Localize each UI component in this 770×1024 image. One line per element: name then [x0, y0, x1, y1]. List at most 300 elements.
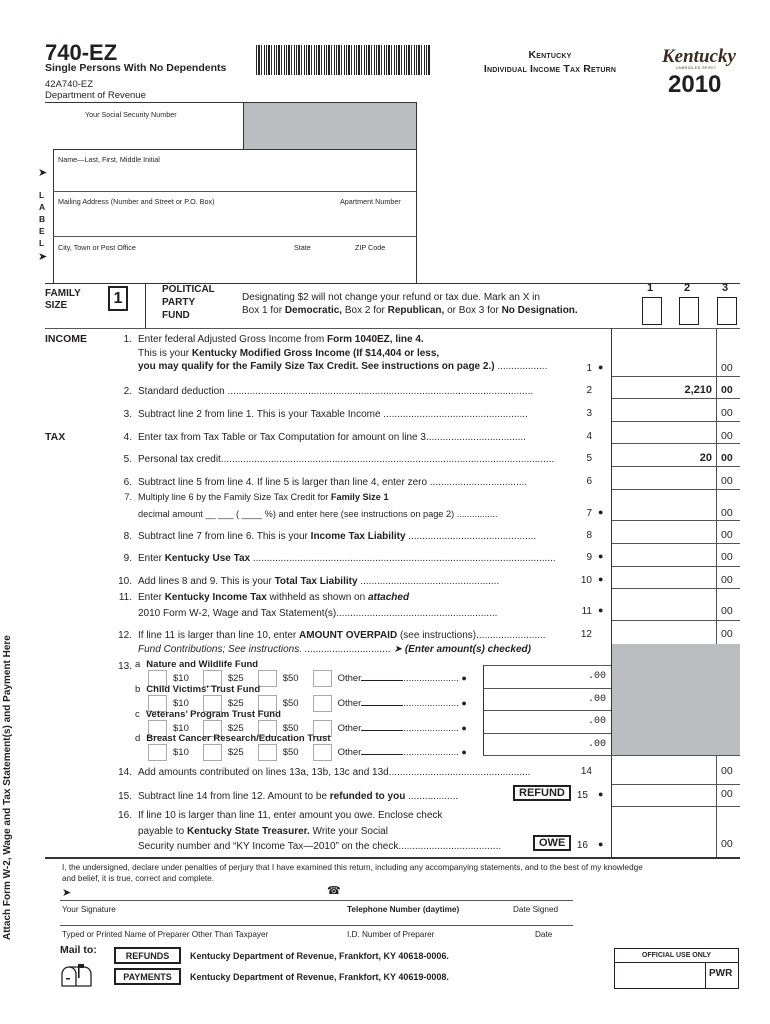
divider — [45, 857, 740, 859]
section-tax: TAX — [45, 431, 66, 443]
line-1-number: 1 — [586, 363, 592, 374]
label-letter: E — [39, 226, 45, 236]
line-16-amount-input[interactable] — [614, 808, 714, 856]
party-box-democratic[interactable] — [642, 297, 662, 325]
dots: ..................... — [403, 747, 459, 759]
bullet-icon: ● — [461, 698, 467, 709]
t: Add lines 8 and 9. This is your — [138, 576, 275, 587]
t: payable to — [138, 825, 187, 837]
fund-13b-amount[interactable]: .00 — [587, 694, 606, 705]
party-box-1-label: 1 — [647, 282, 654, 294]
political-fund-label — [162, 283, 215, 322]
divider — [53, 191, 417, 192]
line-12-text — [112, 629, 546, 656]
line-num: 13. — [118, 661, 132, 672]
bullet-icon: ● — [461, 673, 467, 684]
address-label: Mailing Address (Number and Street or P.O. Box) — [58, 197, 215, 206]
divider — [612, 466, 740, 467]
line-num: 1. — [123, 334, 132, 345]
divider — [60, 900, 573, 901]
line-1-text — [112, 333, 547, 374]
dots: .................................... — [425, 432, 526, 443]
arrow-icon: ➤ — [38, 167, 48, 179]
t: refunded to you — [329, 791, 406, 802]
t: decimal amount __ ___ ( ____ %) and enter here (see instructions on page 2) — [138, 508, 455, 519]
state-label: State — [294, 243, 311, 252]
return-title — [455, 48, 645, 76]
line-15-amount-input[interactable] — [614, 786, 714, 805]
bullet-icon: ● — [461, 747, 467, 758]
divider — [416, 102, 417, 284]
tax-year: 2010 — [668, 71, 722, 98]
opt: $25 — [227, 673, 244, 685]
divider — [612, 376, 740, 377]
name-field[interactable] — [56, 165, 414, 189]
line-10-number: 10 — [580, 575, 592, 586]
line-3-number: 3 — [586, 408, 592, 419]
line-15-text — [112, 790, 458, 804]
family-size-value: 1 — [108, 286, 128, 311]
t: Enter tax from Tax Table or Tax Computation for amount on line 3 — [138, 432, 426, 443]
line-10-text — [112, 575, 499, 589]
divider — [612, 620, 740, 621]
opt: Other — [337, 698, 362, 710]
line-9-text — [112, 552, 556, 566]
divider — [483, 710, 611, 711]
dots: .................................................... — [380, 409, 528, 420]
line-num: 5. — [123, 454, 132, 465]
line-3-cents: 00 — [721, 407, 733, 419]
dots: ............................... — [301, 643, 391, 655]
line-5-cents: 00 — [721, 452, 733, 464]
t: withheld as shown on — [266, 592, 368, 603]
opt: Other — [337, 723, 362, 735]
t: Enter federal Adjusted Gross Income from — [138, 334, 327, 345]
signature-arrow-icon: ➤ — [62, 887, 72, 899]
checkbox-10[interactable] — [148, 744, 167, 761]
dots: ............................................................................................................. — [250, 553, 556, 564]
political-fund-text — [242, 291, 622, 317]
divider — [612, 784, 740, 785]
line-9-number: 9 — [586, 552, 592, 563]
phone-field[interactable] — [345, 885, 495, 899]
t: Fund Contributions; See instructions. — [138, 643, 302, 655]
fund-13a-amount[interactable]: .00 — [587, 671, 606, 682]
t: Kentucky Use Tax — [164, 553, 251, 564]
divider — [53, 149, 417, 150]
fund-13a — [135, 659, 258, 670]
t: (Enter amount(s) checked) — [402, 643, 531, 655]
line-num: 9. — [123, 553, 132, 564]
refunds-address: Kentucky Department of Revenue, Frankfort, KY 40618-0006. — [190, 951, 449, 961]
line-num: 7. — [124, 492, 132, 502]
divider — [612, 421, 740, 422]
pol-label-2: PARTY — [162, 297, 196, 308]
t: If line 10 is larger than line 11, enter amount you owe. Enclose check — [138, 810, 443, 821]
opt: $50 — [282, 673, 299, 685]
phone-label: Telephone Number (daytime) — [347, 905, 460, 914]
line-2-cents: 00 — [721, 384, 733, 396]
opt: $10 — [173, 698, 189, 710]
fund-13d — [135, 733, 331, 744]
declaration-text — [62, 862, 732, 884]
t: 2010 Form W-2, Wage and Tax Statement(s) — [138, 607, 337, 619]
divider — [483, 665, 611, 666]
line-2-number: 2 — [586, 385, 592, 396]
line-7-amount-input[interactable] — [614, 491, 714, 519]
form-code: 42A740-EZ — [45, 79, 94, 90]
party-box-no-designation[interactable] — [717, 297, 737, 325]
t: (see instructions) — [397, 630, 477, 641]
dots: .................. — [405, 791, 459, 802]
line-11-number: 11 — [581, 606, 592, 617]
form-subtitle: Single Persons With No Dependents — [45, 62, 227, 74]
line-num: 8. — [123, 531, 132, 542]
dots: ..................... — [403, 698, 459, 710]
other-input[interactable] — [361, 680, 403, 681]
t: Standard deduction — [138, 386, 225, 397]
other-input[interactable] — [361, 730, 403, 731]
pol-label-1: POLITICAL — [162, 284, 215, 295]
fund-name: Nature and Wildlife Fund — [146, 659, 259, 670]
line-10-amount-input[interactable] — [614, 568, 714, 587]
line-6-amount-input[interactable] — [614, 468, 714, 488]
divider — [705, 963, 706, 989]
bullet-icon: ● — [598, 507, 604, 517]
fund-letter: d — [135, 733, 141, 744]
line-5-text — [112, 453, 554, 467]
divider — [612, 398, 740, 399]
line-5-number: 5 — [586, 453, 592, 464]
owe-tag: OWE — [533, 835, 571, 851]
line-16-cents: 00 — [721, 838, 733, 850]
opt: $25 — [227, 698, 244, 710]
shaded-area — [243, 103, 416, 149]
opt: $50 — [282, 698, 299, 710]
divider — [145, 283, 146, 328]
party-box-3-label: 3 — [722, 282, 729, 294]
mailbox-icon — [58, 962, 94, 986]
shaded-area — [612, 644, 740, 755]
divider — [243, 102, 244, 149]
line-num: 16. — [118, 810, 132, 821]
t: Multiply line 6 by the Family Size Tax Credit for — [138, 492, 331, 502]
t: Subtract line 5 from line 4. If line 5 is larger than line 4, enter zero — [138, 477, 428, 488]
party-box-republican[interactable] — [679, 297, 699, 325]
dots: ......................... — [476, 630, 546, 641]
barcode — [256, 45, 430, 75]
zip-label: ZIP Code — [355, 243, 386, 252]
t: Enter — [138, 592, 165, 603]
family-label-1: FAMILY — [45, 288, 81, 299]
declaration-line-2: and belief, it is true, correct and complete. — [62, 874, 215, 883]
t: Republican, — [387, 305, 445, 316]
line-num: 3. — [123, 409, 132, 420]
fund-name: Child Victims’ Trust Fund — [146, 684, 261, 695]
divider — [45, 283, 740, 284]
amount-column-border — [611, 328, 612, 858]
refunds-tag: REFUNDS — [114, 947, 181, 964]
fund-13d-options — [148, 744, 467, 761]
divider — [45, 102, 417, 103]
divider — [612, 489, 740, 490]
fund-letter: c — [135, 709, 140, 720]
divider — [53, 149, 54, 283]
divider — [483, 755, 740, 756]
t: If line 11 is larger than line 10, enter — [138, 630, 300, 641]
line-2-amount[interactable]: 2,210 — [684, 384, 712, 396]
opt: $50 — [282, 747, 299, 759]
line-num: 12. — [118, 630, 132, 641]
dots: ................................... — [427, 477, 528, 488]
label-letter: A — [39, 202, 46, 212]
line-1-amount-input[interactable] — [614, 355, 714, 375]
opt: $10 — [173, 747, 189, 759]
line-4-text — [112, 431, 526, 445]
bullet-icon: ● — [598, 574, 604, 584]
pol-text-2 — [242, 304, 622, 317]
divider — [60, 925, 573, 926]
mail-to-label: Mail to: — [60, 944, 97, 956]
divider — [612, 543, 740, 544]
arrow-icon: ➤ — [393, 643, 403, 655]
line-7-cents: 00 — [721, 507, 733, 519]
opt: Other — [337, 747, 362, 759]
party-box-2-label: 2 — [684, 282, 691, 294]
dots: ..................... — [403, 723, 459, 735]
t: attached — [367, 592, 410, 603]
t: Democratic, — [284, 305, 343, 316]
dots: ..................... — [403, 673, 459, 685]
fund-name: Veterans’ Program Trust Fund — [145, 709, 281, 720]
divider — [612, 443, 740, 444]
title-state: Kentucky — [528, 49, 572, 61]
declaration-line-1: I, the undersigned, declare under penalties of perjury that I have examined this return, including any accompanying statements, and to the best of my knowledge — [62, 863, 643, 872]
line-12-cents: 00 — [721, 628, 733, 640]
other-input[interactable] — [361, 754, 403, 755]
line-4-number: 4 — [586, 431, 592, 442]
t: or Box 3 for — [444, 305, 502, 316]
family-size-label — [45, 288, 81, 312]
dots: .............................................. — [405, 531, 537, 542]
line-num: 6. — [123, 477, 132, 488]
t: Security number and “KY Income Tax—2010” on the check — [138, 841, 399, 852]
line-16-number: 16 — [576, 840, 588, 851]
divider — [612, 520, 740, 521]
t: you may qualify for the Family Size Tax Credit. See instructions on page 2.) — [138, 361, 495, 372]
line-7-text — [112, 491, 498, 521]
fund-letter: a — [135, 659, 141, 670]
kentucky-logo: Kentucky — [662, 46, 736, 67]
label-letter: L — [39, 238, 45, 248]
line-4-amount-input[interactable] — [614, 424, 714, 442]
form-number: 740-EZ — [45, 40, 118, 65]
dots: ................ — [454, 508, 498, 519]
title-return: Individual Income Tax Return — [483, 63, 617, 75]
date-label: Date — [535, 930, 553, 939]
label-letter: B — [39, 214, 46, 224]
t: Box 2 for — [342, 305, 388, 316]
opt: $25 — [227, 723, 244, 735]
t: Total Tax Liability — [274, 576, 358, 587]
t: Kentucky Modified Gross Income (If $14,404 or less, — [191, 347, 440, 359]
line-8-text — [112, 530, 536, 544]
line-15-number: 15 — [576, 790, 588, 801]
divider — [612, 588, 740, 589]
line-num: 2. — [123, 386, 132, 397]
ssn-label: Your Social Security Number — [85, 110, 177, 119]
line-8-cents: 00 — [721, 529, 733, 541]
apartment-label: Apartment Number — [340, 197, 401, 206]
line-14-number: 14 — [580, 766, 592, 777]
line-num: 14. — [118, 767, 132, 778]
checkbox-other[interactable] — [313, 744, 332, 761]
dots: .............................................................................................................. — [224, 386, 534, 397]
fund-13c-amount[interactable]: .00 — [587, 716, 606, 727]
dots: .................. — [494, 361, 548, 372]
t: Personal tax credit — [138, 454, 221, 465]
payments-address: Kentucky Department of Revenue, Frankfort, KY 40619-0008. — [190, 972, 449, 982]
section-income: INCOME — [45, 333, 87, 345]
line-num: 4. — [123, 432, 132, 443]
line-num: 15. — [118, 791, 132, 802]
divider — [53, 236, 417, 237]
signature-field[interactable] — [62, 885, 312, 899]
checkbox-other[interactable] — [313, 695, 332, 712]
family-label-2: SIZE — [45, 300, 68, 311]
other-input[interactable] — [361, 705, 403, 706]
line-14-amount-input[interactable] — [614, 758, 714, 783]
line-1-cents: 00 — [721, 362, 733, 374]
t: Add amounts contributed on lines 13a, 13b, 13c and 13d — [138, 767, 389, 778]
dots: .......................................................... — [336, 607, 498, 619]
bullet-icon: ● — [598, 839, 604, 849]
fund-13c — [135, 709, 281, 720]
t: Write your Social — [309, 825, 388, 837]
line-5-amount[interactable]: 20 — [699, 452, 712, 464]
preparer-label: Typed or Printed Name of Preparer Other Than Taxpayer — [62, 930, 269, 939]
t: Form 1040EZ, line 4. — [326, 334, 424, 345]
checkbox-other[interactable] — [313, 670, 332, 687]
line-11-amount-input[interactable] — [614, 590, 714, 619]
dots: .................................................. — [357, 576, 500, 587]
fund-name: Breast Cancer Research/Education Trust — [146, 733, 331, 744]
line-7-number: 7 — [586, 508, 592, 519]
divider — [45, 328, 740, 329]
divider — [483, 688, 611, 689]
phone-icon: ☎ — [327, 885, 341, 897]
bullet-icon: ● — [461, 723, 467, 734]
dots: ........................................................................................................................ — [220, 454, 555, 465]
line-9-cents: 00 — [721, 551, 733, 563]
arrow-icon: ➤ — [38, 251, 48, 263]
t: Subtract line 2 from line 1. This is your Taxable Income — [138, 409, 381, 420]
fund-13d-amount[interactable]: .00 — [587, 739, 606, 750]
line-9-amount-input[interactable] — [614, 545, 714, 565]
bullet-icon: ● — [598, 362, 604, 372]
line-8-number: 8 — [586, 530, 592, 541]
line-11-text — [112, 591, 497, 620]
line-12-number: 12 — [580, 629, 592, 640]
checkbox-50[interactable] — [258, 670, 277, 687]
checkbox-25[interactable] — [203, 744, 222, 761]
attach-note: Attach Form W-2, Wage and Tax Statement(s) and Payment Here — [2, 635, 13, 940]
checkbox-50[interactable] — [258, 744, 277, 761]
line-14-text — [112, 766, 530, 780]
opt: Other — [337, 673, 362, 685]
dots: ..................................... — [398, 841, 502, 852]
ssn-field[interactable] — [55, 120, 240, 146]
t: Subtract line 7 from line 6. This is your — [138, 531, 311, 542]
t: Subtract line 14 from line 12. Amount to be — [138, 791, 330, 802]
pol-text-1: Designating $2 will not change your refund or tax due. Mark an X in — [242, 292, 540, 303]
t: Kentucky State Treasurer. — [186, 825, 310, 837]
logo-tagline: UNBRIDLED SPIRIT — [676, 66, 717, 70]
refund-tag: REFUND — [513, 785, 571, 801]
bullet-icon: ● — [598, 605, 604, 615]
bullet-icon: ● — [598, 551, 604, 561]
official-use-box — [614, 948, 739, 989]
t: Income Tax Liability — [310, 531, 406, 542]
official-use-header: OFFICIAL USE ONLY — [615, 949, 738, 963]
preparer-id-label: I.D. Number of Preparer — [347, 930, 435, 939]
preparer-field[interactable] — [62, 912, 562, 924]
t: This is your — [138, 347, 192, 359]
department: Department of Revenue — [45, 90, 146, 101]
line-16-text — [112, 809, 501, 854]
address-field[interactable] — [56, 207, 414, 233]
payments-tag: PAYMENTS — [114, 968, 181, 985]
line-6-cents: 00 — [721, 475, 733, 487]
line-6-number: 6 — [586, 476, 592, 487]
dots: ................................................... — [388, 767, 531, 778]
date-signed-label: Date Signed — [513, 905, 559, 914]
line-14-cents: 00 — [721, 765, 733, 777]
pol-label-3: FUND — [162, 310, 190, 321]
t: Kentucky Income Tax — [164, 592, 267, 603]
fund-13b — [135, 684, 260, 695]
city-field[interactable] — [56, 253, 414, 279]
t: Family Size 1 — [330, 492, 389, 502]
line-11-cents: 00 — [721, 605, 733, 617]
t: AMOUNT OVERPAID — [299, 630, 398, 641]
line-3-amount-input[interactable] — [614, 401, 714, 420]
bullet-icon: ● — [598, 789, 604, 799]
line-12-amount-input[interactable] — [614, 622, 714, 642]
divider — [483, 733, 611, 734]
city-label: City, Town or Post Office — [58, 243, 136, 252]
line-2-text — [112, 385, 533, 399]
label-vertical — [39, 189, 49, 249]
opt: $10 — [173, 673, 189, 685]
t: Enter — [138, 553, 165, 564]
name-label: Name—Last, First, Middle Initial — [58, 155, 160, 164]
divider — [612, 566, 740, 567]
signature-label: Your Signature — [62, 905, 116, 914]
divider — [612, 806, 740, 807]
line-4-cents: 00 — [721, 430, 733, 442]
official-code: PWR — [709, 968, 733, 979]
t: No Designation. — [501, 305, 578, 316]
opt: $50 — [282, 723, 299, 735]
line-10-cents: 00 — [721, 574, 733, 586]
line-num: 10. — [118, 576, 132, 587]
fund-letter: b — [135, 684, 141, 695]
label-letter: L — [39, 190, 45, 200]
opt: $25 — [227, 747, 244, 759]
t: Box 1 for — [242, 305, 285, 316]
line-8-amount-input[interactable] — [614, 522, 714, 542]
